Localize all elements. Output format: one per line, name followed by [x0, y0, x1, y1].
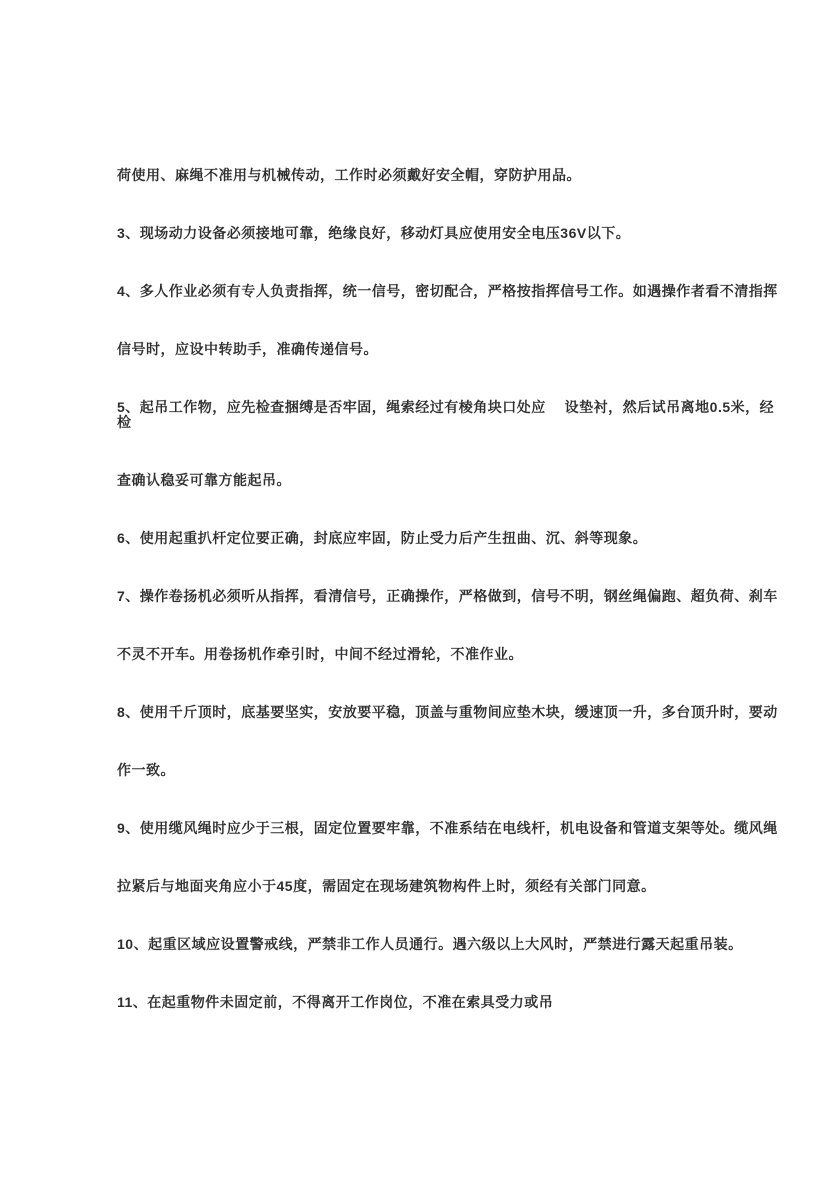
paragraph	[117, 400, 777, 430]
text-line: 10、起重区域应设置警戒线，严禁非工作人员通行。遇六级以上大风时，严禁进行露天起重吊装。	[117, 936, 743, 952]
text-line: 9、使用缆风绳时应少于三根，固定位置要牢靠，不准系结在电线杆，机电设备和管道支架等处。缆风绳	[117, 820, 778, 836]
paragraph	[117, 589, 777, 604]
text-line: 检	[117, 414, 132, 430]
text-line: 作一致。	[117, 762, 175, 778]
paragraph	[117, 168, 777, 183]
text-line: 3、现场动力设备必须接地可靠，绝缘良好，移动灯具应使用安全电压36V以下。	[117, 225, 631, 241]
paragraph	[117, 821, 777, 836]
paragraph	[117, 342, 777, 357]
document-content	[117, 168, 777, 1010]
text-line: 查确认稳妥可靠方能起吊。	[117, 472, 291, 488]
paragraph	[117, 226, 777, 241]
paragraph	[117, 284, 777, 299]
paragraph	[117, 763, 777, 778]
text-line: 4、多人作业必须有专人负责指挥，统一信号，密切配合，严格按指挥信号工作。如遇操作者看不清指挥	[117, 283, 778, 299]
text-line: 6、使用起重扒杆定位要正确，封底应牢固，防止受力后产生扭曲、沉、斜等现象。	[117, 530, 648, 546]
text-line: 不灵不开车。用卷扬机作牵引时，中间不经过滑轮，不准作业。	[117, 646, 523, 662]
paragraph	[117, 937, 777, 952]
paragraph	[117, 879, 777, 894]
text-line: 7、操作卷扬机必须听从指挥，看清信号，正确操作，严格做到，信号不明，钢丝绳偏跑、超负荷、刹车	[117, 588, 778, 604]
text-line: 11、在起重物件未固定前，不得离开工作岗位，不准在索具受力或吊	[117, 994, 554, 1010]
text-line: 8、使用千斤顶时，底基要坚实，安放要平稳，顶盖与重物间应垫木块，缓速顶一升，多台顶升时，要动	[117, 704, 778, 720]
paragraph	[117, 995, 777, 1010]
text-line: 信号时，应设中转助手，准确传递信号。	[117, 341, 378, 357]
paragraph	[117, 647, 777, 662]
paragraph	[117, 705, 777, 720]
text-line: 拉紧后与地面夹角应小于45度，需固定在现场建筑物构件上时，须经有关部门同意。	[117, 878, 656, 894]
text-line: 荷使用、麻绳不准用与机械传动，工作时必须戴好安全帽，穿防护用品。	[117, 167, 581, 183]
text-line: 5、起吊工作物，应先检查捆缚是否牢固，绳索经过有棱角块口处应 设垫衬，然后试吊离地0.5米，经	[117, 399, 775, 415]
paragraph	[117, 531, 777, 546]
paragraph	[117, 473, 777, 488]
